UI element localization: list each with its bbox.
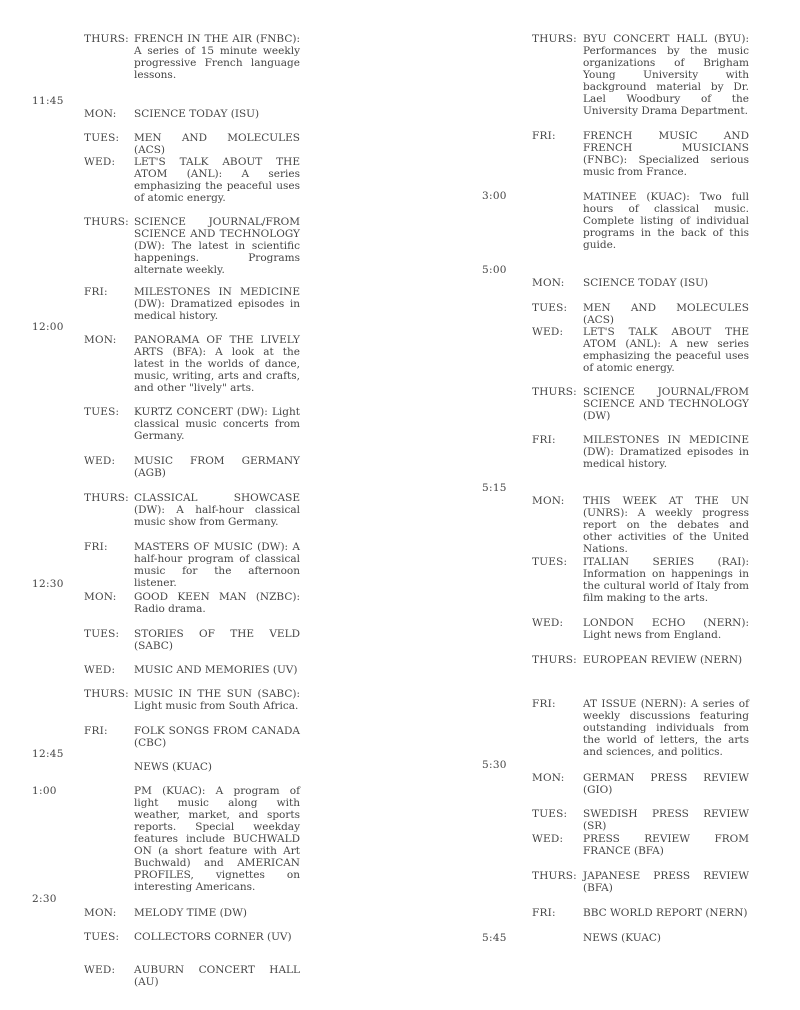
time-label: 2:30 xyxy=(32,893,57,905)
program-description: PRESS REVIEW FROM FRANCE (BFA) xyxy=(583,833,749,857)
day-label: FRI: xyxy=(532,907,556,919)
day-label: WED: xyxy=(84,156,116,168)
program-description: LET'S TALK ABOUT THE ATOM (ANL): A new series emphasizing the peaceful uses of atomic energy. xyxy=(583,326,749,374)
program-description: BYU CONCERT HALL (BYU): Performances by the music organizations of Brigham Young University with background material by Dr. Lael Woodbury of the University Drama Department. xyxy=(583,33,749,117)
time-label: 12:00 xyxy=(32,321,64,333)
day-label: FRI: xyxy=(84,286,108,298)
time-label: 5:00 xyxy=(482,264,507,276)
program-description: SCIENCE JOURNAL/FROM SCIENCE AND TECHNOLOGY (DW): The latest in scientific happenings. Programs alternate weekly. xyxy=(134,216,300,276)
time-label: 1:00 xyxy=(32,785,57,797)
program-description: KURTZ CONCERT (DW): Light classical music concerts from Germany. xyxy=(134,406,300,442)
program-description: EUROPEAN REVIEW (NERN) xyxy=(583,654,743,666)
program-description: JAPANESE PRESS REVIEW (BFA) xyxy=(583,870,749,894)
program-description: GERMAN PRESS REVIEW (GIO) xyxy=(583,772,749,796)
day-label: TUES: xyxy=(84,931,120,943)
program-description: ITALIAN SERIES (RAI): Information on happenings in the cultural world of Italy from film making to the arts. xyxy=(583,556,749,604)
program-description: FRENCH IN THE AIR (FNBC): A series of 15 minute weekly progressive French language lessons. xyxy=(134,33,300,81)
day-label: WED: xyxy=(84,455,116,467)
day-label: THURS: xyxy=(84,688,129,700)
program-description: AT ISSUE (NERN): A series of weekly discussions featuring outstanding individuals from the world of letters, the arts and sciences, and politics. xyxy=(583,698,749,758)
program-description: MEN AND MOLECULES (ACS) xyxy=(583,302,749,326)
day-label: THURS: xyxy=(84,216,129,228)
program-description: MASTERS OF MUSIC (DW): A half-hour program of classical music for the afternoon listener. xyxy=(134,541,300,589)
program-description: NEWS (KUAC) xyxy=(134,761,212,773)
day-label: WED: xyxy=(84,664,116,676)
program-description: COLLECTORS CORNER (UV) xyxy=(134,931,292,943)
day-label: THURS: xyxy=(84,33,129,45)
day-label: THURS: xyxy=(532,654,577,666)
program-description: FOLK SONGS FROM CANADA (CBC) xyxy=(134,725,300,749)
day-label: TUES: xyxy=(84,628,120,640)
day-label: MON: xyxy=(532,495,565,507)
program-description: MUSIC FROM GERMANY (AGB) xyxy=(134,455,300,479)
program-description: SWEDISH PRESS REVIEW (SR) xyxy=(583,808,749,832)
program-description: LONDON ECHO (NERN): Light news from England. xyxy=(583,617,749,641)
program-description: FRENCH MUSIC AND FRENCH MUSICIANS (FNBC): Specialized serious music from France. xyxy=(583,130,749,178)
program-description: NEWS (KUAC) xyxy=(583,932,661,944)
day-label: FRI: xyxy=(532,130,556,142)
day-label: WED: xyxy=(532,617,564,629)
time-label: 5:45 xyxy=(482,932,507,944)
day-label: FRI: xyxy=(84,541,108,553)
program-description: PANORAMA OF THE LIVELY ARTS (BFA): A look at the latest in the worlds of dance, music, writing, arts and crafts, and other "lively" arts. xyxy=(134,334,300,394)
program-description: AUBURN CONCERT HALL (AU) xyxy=(134,964,300,988)
program-description: MUSIC IN THE SUN (SABC): Light music from South Africa. xyxy=(134,688,300,712)
day-label: WED: xyxy=(532,833,564,845)
day-label: THURS: xyxy=(84,492,129,504)
day-label: MON: xyxy=(84,591,117,603)
day-label: MON: xyxy=(84,907,117,919)
program-description: THIS WEEK AT THE UN (UNRS): A weekly progress report on the debates and other activities of the United Nations. xyxy=(583,495,749,555)
day-label: THURS: xyxy=(532,33,577,45)
program-description: LET'S TALK ABOUT THE ATOM (ANL): A series emphasizing the peaceful uses of atomic energy. xyxy=(134,156,300,204)
program-description: SCIENCE JOURNAL/FROM SCIENCE AND TECHNOLOGY (DW) xyxy=(583,386,749,422)
day-label: TUES: xyxy=(532,808,568,820)
time-label: 12:30 xyxy=(32,578,64,590)
program-description: GOOD KEEN MAN (NZBC): Radio drama. xyxy=(134,591,300,615)
program-description: MEN AND MOLECULES (ACS) xyxy=(134,132,300,156)
program-description: CLASSICAL SHOWCASE (DW): A half-hour classical music show from Germany. xyxy=(134,492,300,528)
day-label: MON: xyxy=(84,108,117,120)
day-label: TUES: xyxy=(84,132,120,144)
day-label: TUES: xyxy=(532,302,568,314)
time-label: 5:15 xyxy=(482,482,507,494)
program-description: SCIENCE TODAY (ISU) xyxy=(583,277,709,289)
program-description: MILESTONES IN MEDICINE (DW): Dramatized episodes in medical history. xyxy=(134,286,300,322)
day-label: MON: xyxy=(532,277,565,289)
day-label: THURS: xyxy=(532,386,577,398)
program-description: MUSIC AND MEMORIES (UV) xyxy=(134,664,298,676)
day-label: THURS: xyxy=(532,870,577,882)
program-description: SCIENCE TODAY (ISU) xyxy=(134,108,260,120)
program-description: MATINEE (KUAC): Two full hours of classical music. Complete listing of individual programs in the back of this guide. xyxy=(583,191,749,251)
time-label: 11:45 xyxy=(32,95,64,107)
program-description: PM (KUAC): A program of light music along with weather, market, and sports reports. Special weekday features include BUCHWALD ON (a short feature with Art Buchwald) and AMERICAN PROFILES, vignettes on interesting Americans. xyxy=(134,785,300,893)
day-label: MON: xyxy=(532,772,565,784)
time-label: 12:45 xyxy=(32,748,64,760)
day-label: WED: xyxy=(532,326,564,338)
day-label: FRI: xyxy=(84,725,108,737)
program-description: MILESTONES IN MEDICINE (DW): Dramatized episodes in medical history. xyxy=(583,434,749,470)
day-label: TUES: xyxy=(532,556,568,568)
time-label: 5:30 xyxy=(482,759,507,771)
day-label: FRI: xyxy=(532,434,556,446)
program-description: BBC WORLD REPORT (NERN) xyxy=(583,907,748,919)
day-label: FRI: xyxy=(532,698,556,710)
program-description: STORIES OF THE VELD (SABC) xyxy=(134,628,300,652)
day-label: WED: xyxy=(84,964,116,976)
day-label: TUES: xyxy=(84,406,120,418)
time-label: 3:00 xyxy=(482,190,507,202)
day-label: MON: xyxy=(84,334,117,346)
program-description: MELODY TIME (DW) xyxy=(134,907,247,919)
